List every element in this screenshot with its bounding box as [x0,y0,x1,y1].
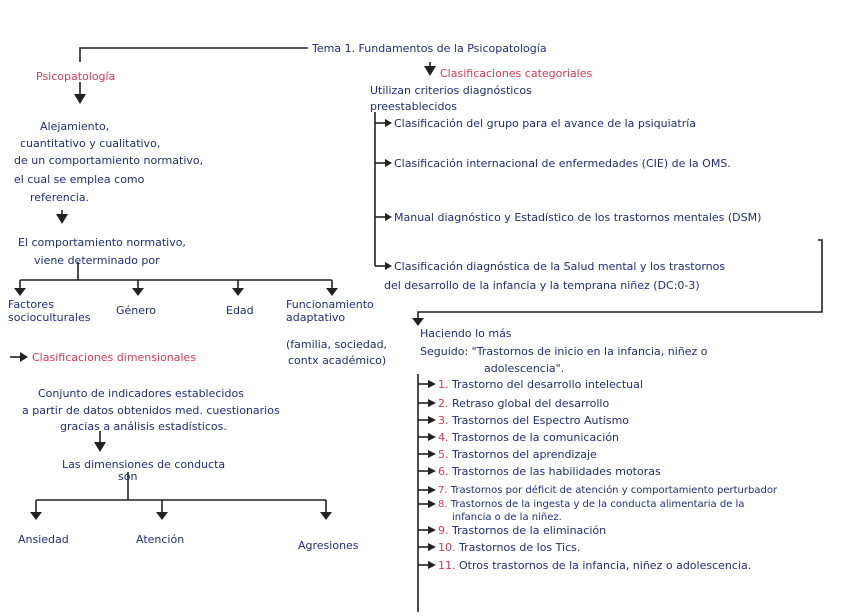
dimensional-def-line: Conjunto de indicadores establecidos [38,387,244,400]
categorial-intro: preestablecidos [370,100,457,113]
categorial-heading: Clasificaciones categoriales [440,67,593,80]
dimensions-intro: son [118,470,138,483]
disorder-item: 5. Trastornos del aprendizaje [438,448,597,461]
dimension-atencion: Atención [136,533,185,546]
factor-genero: Género [116,304,157,317]
disorder-item: 10. Trastornos de los Tics. [438,541,581,554]
disorder-item: 11. Otros trastornos de la infancia, niñez o adolescencia. [438,559,752,572]
disorder-item: 2. Retraso global del desarrollo [438,397,610,410]
disorder-item: 9. Trastornos de la eliminación [438,524,607,537]
factor-note: contx académico) [288,354,387,367]
dimension-ansiedad: Ansiedad [18,533,69,546]
psicopatologia-heading: Psicopatología [36,70,116,83]
disorder-item: 8. Trastornos de la ingesta y de la conducta alimentaria de la [438,499,745,510]
dimensional-def-line: a partir de datos obtenidos med. cuestionarios [22,404,280,417]
system-item-cont: del desarrollo de la infancia y la temprana niñez (DC:0-3) [384,279,700,292]
system-item: Manual diagnóstico y Estadístico de los trastornos mentales (DSM) [394,211,762,224]
factor-note: (familia, sociedad, [286,338,388,351]
dimensional-def-line: gracias a análisis estadísticos. [60,420,227,433]
disorder-item: 6. Trastornos de las habilidades motoras [438,465,661,478]
normative-line: El comportamiento normativo, [18,236,186,249]
system-item: Clasificación diagnóstica de la Salud mental y los trastornos [394,260,726,273]
factor-edad: Edad [226,304,254,317]
definition-line: referencia. [30,191,90,204]
dsm-intro: Haciendo lo más [420,327,512,340]
definition-line: el cual se emplea como [14,173,145,186]
definition-line: cuantitativo y cualitativo, [20,137,161,150]
dimensions-intro: Las dimensiones de conducta [62,458,226,471]
factor-funcionamiento: Funcionamiento adaptativo [286,298,374,324]
disorder-item-cont: infancia o de la niñez. [452,512,562,523]
disorder-item: 4. Trastornos de la comunicación [438,431,620,444]
disorder-item: 3. Trastornos del Espectro Autismo [438,414,630,427]
factor-socioculturales: Factores socioculturales [8,298,91,324]
dimension-agresiones: Agresiones [298,539,359,552]
normative-line: viene determinado por [34,254,160,267]
disorder-item: 7. Trastornos por déficit de atención y comportamiento perturbador [438,485,778,496]
dsm-intro: Seguido: "Trastornos de inicio en la infancia, niñez o [420,345,708,358]
disorder-item: 1. Trastorno del desarrollo intelectual [438,378,643,391]
categorial-intro: Utilizan criterios diagnósticos [370,84,532,97]
dsm-intro: adolescencia". [484,362,565,375]
definition-line: Alejamiento, [40,120,110,133]
definition-line: de un comportamiento normativo, [14,154,204,167]
system-item: Clasificación del grupo para el avance de la psiquiatría [394,117,697,130]
dimensional-heading: Clasificaciones dimensionales [32,351,197,364]
page-title: Tema 1. Fundamentos de la Psicopatología [312,42,547,55]
system-item: Clasificación internacional de enfermedades (CIE) de la OMS. [394,157,731,170]
